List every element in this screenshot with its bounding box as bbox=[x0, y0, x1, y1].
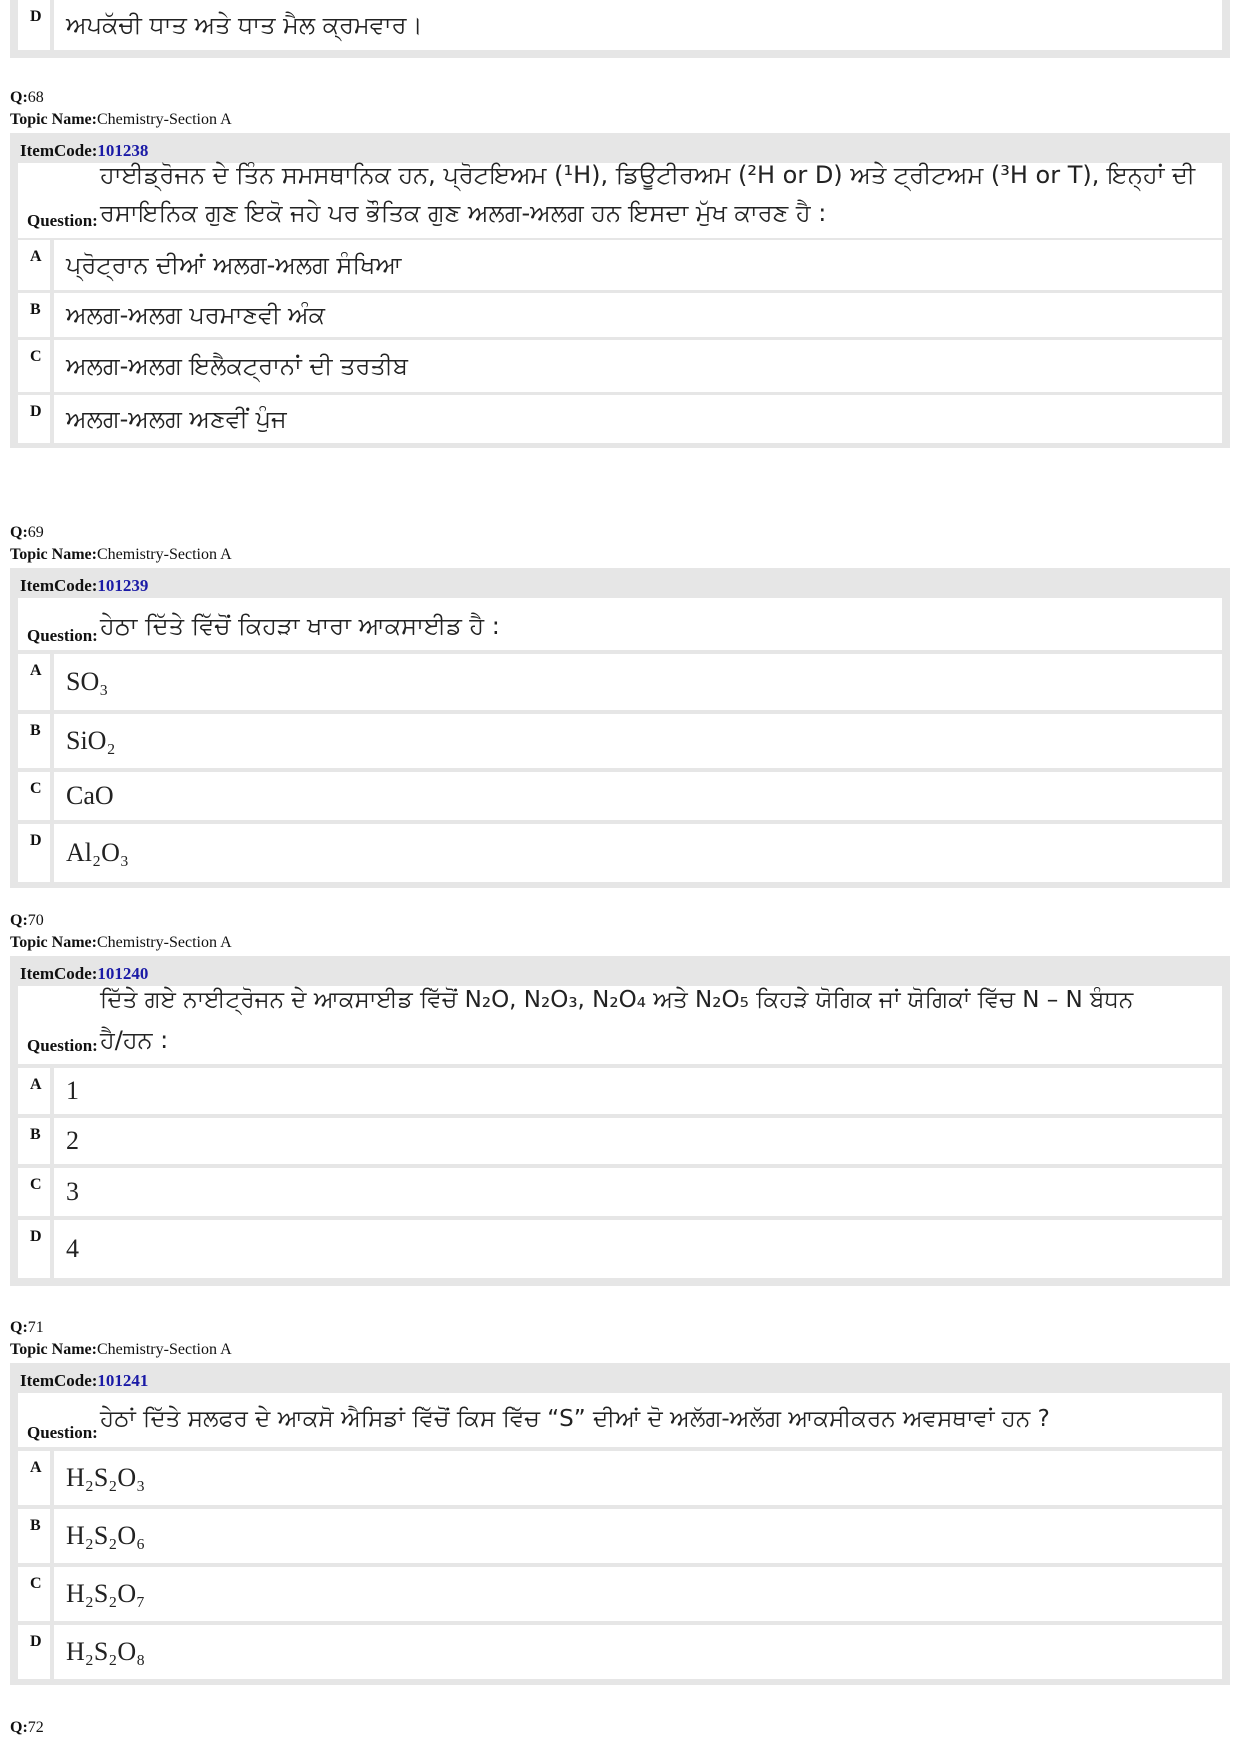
option-label: C bbox=[30, 780, 42, 797]
option-row bbox=[18, 1451, 1222, 1505]
question-number: Q:68 bbox=[10, 89, 44, 106]
item-code: ItemCode:101241 bbox=[20, 1371, 149, 1390]
question-label: Question: bbox=[27, 211, 98, 230]
question-row bbox=[18, 598, 1222, 650]
question-box bbox=[10, 133, 1230, 448]
option-row bbox=[18, 1068, 1222, 1114]
topic-name: Topic Name:Chemistry-Section A bbox=[10, 934, 232, 951]
option-label: C bbox=[30, 348, 42, 365]
option-row bbox=[18, 714, 1222, 768]
option-label: D bbox=[30, 1228, 42, 1245]
question-number: Q:70 bbox=[10, 912, 44, 929]
option-row bbox=[18, 0, 1222, 50]
topic-name: Topic Name:Chemistry-Section A bbox=[10, 111, 232, 128]
option-text: H₂S₂O₃ bbox=[66, 1463, 146, 1492]
question-box bbox=[10, 1363, 1230, 1685]
option-row bbox=[18, 395, 1222, 443]
option-label: C bbox=[30, 1176, 42, 1193]
option-row bbox=[18, 772, 1222, 820]
option-text: SO₃ bbox=[66, 667, 109, 696]
option-text: H₂S₂O₈ bbox=[66, 1637, 146, 1666]
option-text: 2 bbox=[66, 1126, 79, 1155]
question-row bbox=[18, 163, 1222, 238]
item-code: ItemCode:101238 bbox=[20, 141, 149, 160]
question-label: Question: bbox=[27, 1036, 98, 1055]
option-text: ਪ੍ਰੋਟ੍ਰਾਨ ਦੀਆਂ ਅਲਗ-ਅਲਗ ਸੰਖਿਆ bbox=[66, 251, 402, 279]
option-text: 4 bbox=[66, 1234, 79, 1263]
option-label: D bbox=[30, 403, 42, 420]
option-text: H₂S₂O₆ bbox=[66, 1521, 146, 1550]
item-code: ItemCode:101240 bbox=[20, 964, 149, 983]
option-text: SiO₂ bbox=[66, 726, 116, 755]
option-text: Al₂O₃ bbox=[66, 838, 129, 867]
option-row bbox=[18, 1567, 1222, 1621]
question-row bbox=[18, 1393, 1222, 1447]
option-row bbox=[18, 293, 1222, 337]
option-text: CaO bbox=[66, 781, 114, 810]
question-text-line2: ਹੈ/ਹਨ : bbox=[100, 1026, 169, 1054]
topic-name: Topic Name:Chemistry-Section A bbox=[10, 1341, 232, 1358]
question-text: ਹੇਠਾ ਦਿੱਤੇ ਵਿੱਚੋਂ ਕਿਹੜਾ ਖਾਰਾ ਆਕਸਾਈਡ ਹੈ : bbox=[100, 612, 500, 640]
option-row bbox=[18, 1168, 1222, 1216]
option-row bbox=[18, 1118, 1222, 1164]
question-label: Question: bbox=[27, 626, 98, 645]
option-label: B bbox=[30, 1517, 41, 1534]
question-box bbox=[10, 956, 1230, 1286]
option-text: 1 bbox=[66, 1076, 79, 1105]
option-text: ਅਪਕੱਚੀ ਧਾਤ ਅਤੇ ਧਾਤ ਮੈਲ ਕ੍ਰਮਵਾਰ। bbox=[66, 11, 423, 39]
question-row bbox=[18, 986, 1222, 1064]
item-code: ItemCode:101239 bbox=[20, 576, 149, 595]
option-row bbox=[18, 1625, 1222, 1679]
option-row bbox=[18, 1220, 1222, 1278]
option-label: D bbox=[30, 1633, 42, 1650]
option-label: A bbox=[30, 662, 42, 679]
question-text: ਹੇਠਾਂ ਦਿੱਤੇ ਸਲਫਰ ਦੇ ਆਕਸੋ ਐਸਿਡਾਂ ਵਿੱਚੋਂ ਕਿਸ ਵਿੱਚ “S” ਦੀਆਂ ਦੋ ਅਲੱਗ-ਅਲੱਗ ਆਕਸੀਕਰਨ ਅਵਸਥਾਵਾਂ ਹਨ ? bbox=[100, 1406, 1050, 1432]
option-row bbox=[18, 824, 1222, 882]
option-label: A bbox=[30, 1076, 42, 1093]
question-box bbox=[10, 568, 1230, 888]
option-label: B bbox=[30, 301, 41, 318]
option-row bbox=[18, 654, 1222, 710]
option-label: A bbox=[30, 248, 42, 265]
option-text: H₂S₂O₇ bbox=[66, 1579, 146, 1608]
option-row bbox=[18, 1509, 1222, 1563]
option-label: D bbox=[30, 8, 42, 25]
option-label: B bbox=[30, 1126, 41, 1143]
option-label: A bbox=[30, 1459, 42, 1476]
option-text: ਅਲਗ-ਅਲਗ ਇਲੈਕਟ੍ਰਾਨਾਂ ਦੀ ਤਰਤੀਬ bbox=[66, 352, 408, 380]
prev-question-options bbox=[10, 0, 1230, 58]
question-number: Q:72 bbox=[10, 1719, 44, 1736]
question-text: ਹਾਈਡ੍ਰੋਜਨ ਦੇ ਤਿੰਨ ਸਮਸਥਾਨਿਕ ਹਨ, ਪ੍ਰੋਟਇਅਮ (¹H), ਡਿਊਟੀਰਅਮ (²H or D) ਅਤੇ ਟ੍ਰੀਟਅਮ (³H or T), ਇਨ੍ਹਾਂ ਦੀ bbox=[100, 161, 1196, 189]
option-label: D bbox=[30, 832, 42, 849]
option-label: B bbox=[30, 722, 41, 739]
question-number: Q:71 bbox=[10, 1319, 44, 1336]
option-row bbox=[18, 240, 1222, 290]
option-row bbox=[18, 340, 1222, 392]
question-text: ਦਿੱਤੇ ਗਏ ਨਾਈਟ੍ਰੋਜਨ ਦੇ ਆਕਸਾਈਡ ਵਿੱਚੋਂ N₂O, N₂O₃, N₂O₄ ਅਤੇ N₂O₅ ਕਿਹੜੇ ਯੋਗਿਕ ਜਾਂ ਯੋਗਿਕਾਂ ਵਿੱਚ N – N ਬੰਧਨ bbox=[100, 987, 1134, 1013]
option-text: ਅਲਗ-ਅਲਗ ਪਰਮਾਣਵੀ ਅੰਕ bbox=[66, 301, 325, 329]
option-text: ਅਲਗ-ਅਲਗ ਅਣਵੀਂ ਪੁੰਜ bbox=[66, 405, 287, 433]
question-label: Question: bbox=[27, 1423, 98, 1442]
topic-name: Topic Name:Chemistry-Section A bbox=[10, 546, 232, 563]
question-number: Q:69 bbox=[10, 524, 44, 541]
question-text-line2: ਰਸਾਇਨਿਕ ਗੁਣ ਇਕੋ ਜਹੇ ਪਰ ਭੌਤਿਕ ਗੁਣ ਅਲਗ-ਅਲਗ ਹਨ ਇਸਦਾ ਮੁੱਖ ਕਾਰਣ ਹੈ : bbox=[100, 199, 827, 227]
option-text: 3 bbox=[66, 1177, 79, 1206]
option-label: C bbox=[30, 1575, 42, 1592]
